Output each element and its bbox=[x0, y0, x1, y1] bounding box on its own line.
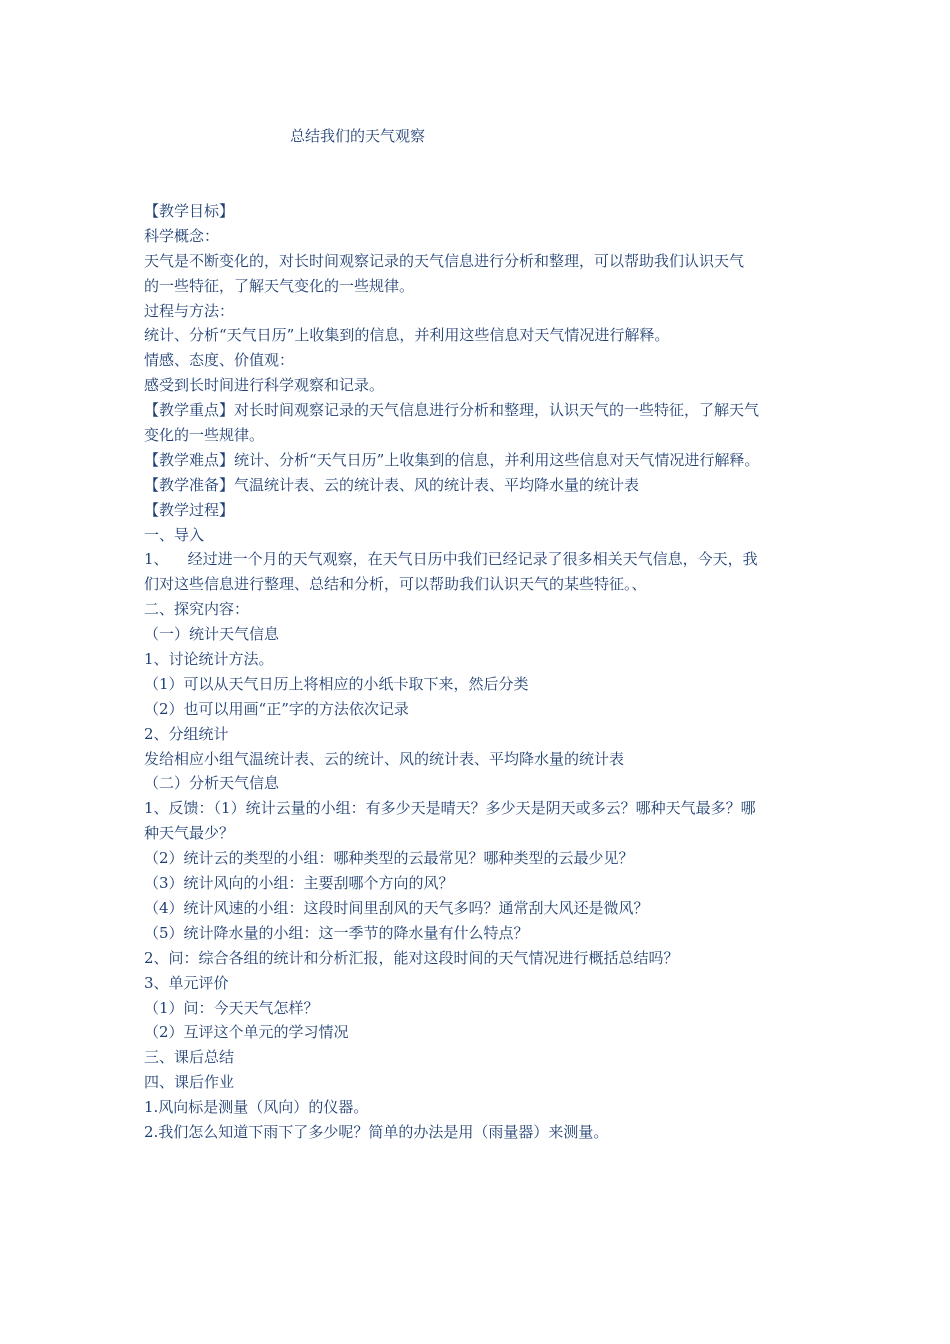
text-line: 们对这些信息进行整理、总结和分析，可以帮助我们认识天气的某些特征。、 bbox=[144, 575, 647, 594]
text-line: 感受到长时间进行科学观察和记录。 bbox=[144, 376, 385, 395]
text-line: 科学概念： bbox=[144, 226, 220, 245]
text-line: 2、分组统计 bbox=[144, 724, 229, 743]
text-line: 二、探究内容： bbox=[144, 600, 250, 619]
text-line: 2、问：综合各组的统计和分析汇报，能对这段时间的天气情况进行概括总结吗？ bbox=[144, 948, 679, 967]
text-line: 【教学过程】 bbox=[144, 500, 235, 519]
text-line: 一、导入 bbox=[144, 525, 205, 544]
text-line: 2.我们怎么知道下雨下了多少呢？简单的办法是用（雨量器）来测量。 bbox=[144, 1122, 609, 1141]
text-line: （一）统计天气信息 bbox=[144, 625, 280, 644]
text-line: 【教学准备】气温统计表、云的统计表、风的统计表、平均降水量的统计表 bbox=[144, 475, 640, 494]
text-line: 过程与方法： bbox=[144, 301, 235, 320]
text-line: 【教学目标】 bbox=[144, 202, 235, 220]
text-line: 三、课后总结 bbox=[144, 1048, 235, 1067]
text-line: 情感、态度、价值观： bbox=[144, 351, 295, 370]
text-line: （3）统计风向的小组：主要刮哪个方向的风？ bbox=[144, 874, 454, 893]
text-line: （4）统计风速的小组：这段时间里刮风的天气多吗？通常刮大风还是微风？ bbox=[144, 898, 649, 917]
text-line: 统计、分析“天气日历”上收集到的信息，并利用这些信息对天气情况进行解释。 bbox=[144, 326, 670, 345]
text-line: 的一些特征，了解天气变化的一些规律。 bbox=[144, 276, 415, 295]
text-line: （1）问：今天天气怎样？ bbox=[144, 998, 319, 1017]
text-line: （2）也可以用画“正”字的方法依次记录 bbox=[144, 699, 409, 718]
document-body bbox=[144, 199, 816, 1145]
text-line: （2）互评这个单元的学习情况 bbox=[144, 1023, 349, 1042]
text-line: 1.风向标是测量（风向）的仪器。 bbox=[144, 1098, 369, 1117]
text-line: （2）统计云的类型的小组：哪种类型的云最常见？哪种类型的云最少见？ bbox=[144, 849, 634, 868]
text-line: 种天气最少？ bbox=[144, 824, 235, 843]
text-line: （5）统计降水量的小组：这一季节的降水量有什么特点？ bbox=[144, 923, 529, 942]
text-line: 3、单元评价 bbox=[144, 973, 229, 992]
text-line: 天气是不断变化的，对长时间观察记录的天气信息进行分析和整理，可以帮助我们认识天气 bbox=[144, 251, 745, 270]
text-line: 发给相应小组气温统计表、云的统计、风的统计表、平均降水量的统计表 bbox=[144, 749, 625, 768]
text-line: 1、反馈：（1）统计云量的小组：有多少天是晴天？多少天是阴天或多云？哪种天气最多？哪 bbox=[144, 799, 756, 818]
text-line: 四、课后作业 bbox=[144, 1073, 235, 1092]
text-line: （1）可以从天气日历上将相应的小纸卡取下来，然后分类 bbox=[144, 674, 529, 693]
text-line: 变化的一些规律。 bbox=[144, 426, 265, 445]
text-line: 1、 经过进一个月的天气观察，在天气日历中我们已经记录了很多相关天气信息，今天，我 bbox=[144, 550, 758, 569]
text-line: （二）分析天气信息 bbox=[144, 774, 280, 793]
page-title: 总结我们的天气观察 bbox=[290, 127, 426, 145]
text-line: 【教学难点】统计、分析“天气日历”上收集到的信息，并利用这些信息对天气情况进行解释。 bbox=[144, 450, 760, 469]
text-line: 1、讨论统计方法。 bbox=[144, 650, 274, 669]
text-line: 【教学重点】对长时间观察记录的天气信息进行分析和整理，认识天气的一些特征，了解天气 bbox=[144, 401, 760, 420]
